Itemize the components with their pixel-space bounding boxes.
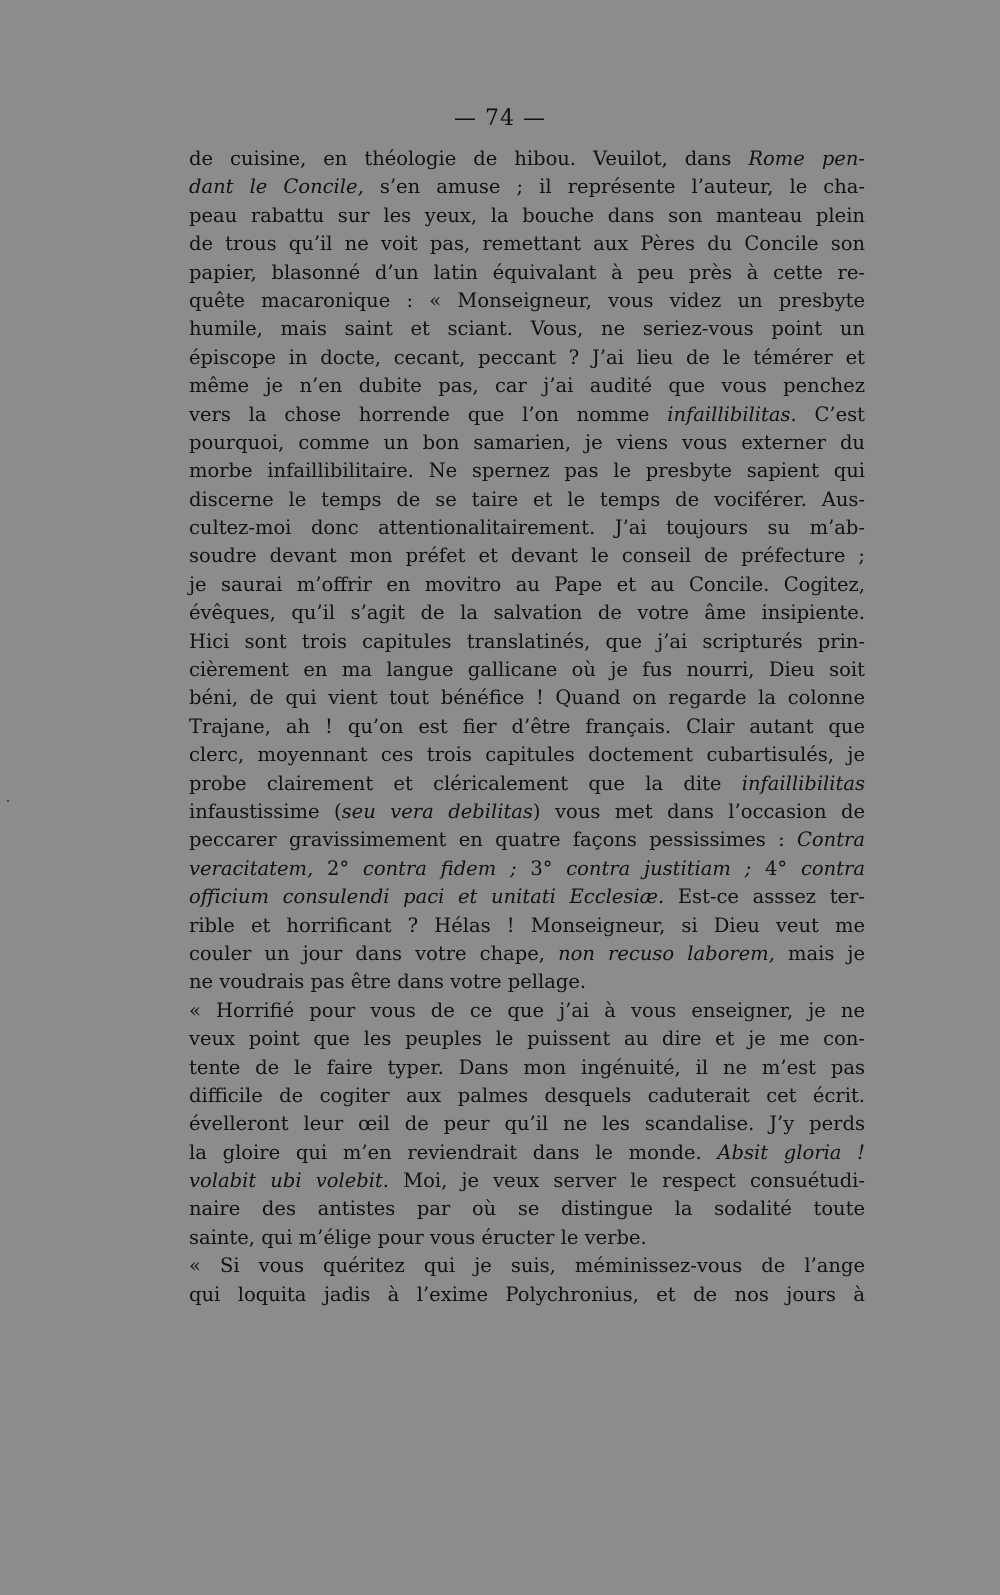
text-line [189,798,865,826]
text-line [189,486,865,514]
text-line [189,259,865,287]
text-line [189,940,865,968]
text-segment: s’en amuse ; il représente l’auteur, le cha- [363,175,866,199]
text-segment: C’est [796,402,865,426]
text-line [189,202,865,230]
text-line [189,656,865,684]
text-segment: Moi, je veux server le respect consuétudi- [389,1169,865,1193]
text-line [189,315,865,343]
text-line [189,1139,865,1167]
text-segment: mais je [774,941,866,965]
text-line [189,457,865,485]
text-segment: humile, mais saint et sciant. Vous, ne seriez-vous point un [189,317,865,341]
text-line [189,997,865,1025]
text-line [189,1054,865,1082]
italic-text: officium consulendi paci et unitati Ecclesiæ. [189,885,665,909]
text-line [189,344,865,372]
margin-speck [7,800,9,802]
text-line [189,1281,865,1309]
italic-text: non recuso laborem, [558,941,775,965]
text-segment: je saurai m’offrir en movitro au Pape et au Concile. Cogitez, [189,572,865,596]
text-segment: évêques, qu’il s’agit de la salvation de votre âme insipiente. [189,601,865,625]
text-segment: qui loquita jadis à l’exime Polychronius, et de nos jours à [189,1282,865,1306]
text-line [189,912,865,940]
text-segment: la gloire qui m’en reviendrait dans le monde. [189,1140,718,1164]
text-segment: veux point que les peuples le puissent au dire et je me con- [189,1027,865,1051]
text-line [189,287,865,315]
text-line [189,741,865,769]
text-segment: ) vous met dans l’occasion de [532,799,865,823]
text-line [189,770,865,798]
body-text [189,145,865,1309]
text-segment: probe clairement et cléricalement que la dite [189,771,742,795]
text-segment: 4° [751,856,801,880]
text-line [189,1082,865,1110]
text-segment: 3° [516,856,567,880]
text-line [189,1195,865,1223]
text-segment: même je n’en dubite pas, car j’ai audité que vous penchez [189,374,865,398]
text-line [189,855,865,883]
text-line [189,514,865,542]
text-segment: Hici sont trois capitules translatinés, que j’ai scripturés prin- [189,629,865,653]
text-segment: Est-ce asssez ter- [664,885,865,909]
italic-text: veracitatem, [189,856,314,880]
italic-text: seu vera debilitas [341,799,533,823]
text-line [189,713,865,741]
text-segment: morbe infaillibilitaire. Ne spernez pas le presbyte sapient qui [189,459,865,483]
italic-text: infaillibilitas. [667,402,797,426]
text-line [189,628,865,656]
italic-text: contra justitiam ; [566,856,752,880]
text-segment: pourquoi, comme un bon samarien, je viens vous externer du [189,430,865,454]
text-segment: 2° [313,856,363,880]
italic-text: Contra [796,828,865,852]
italic-text: contra [800,856,865,880]
text-segment: papier, blasonné d’un latin équivalant à peu près à cette re- [189,260,865,284]
italic-text: contra fidem ; [362,856,517,880]
text-segment: peau rabattu sur les yeux, la bouche dans son manteau plein [189,203,865,227]
italic-text: volabit ubi volebit. [189,1169,390,1193]
text-line [189,968,865,996]
text-segment: infaustissime ( [189,799,342,823]
text-segment: évelleront leur œil de peur qu’il ne les scandalise. J’y perds [189,1112,865,1136]
text-line [189,173,865,201]
text-line [189,1252,865,1280]
text-segment: « Horrifié pour vous de ce que j’ai à vous enseigner, je ne [189,998,865,1022]
text-segment: quête macaronique : « Monseigneur, vous videz un presbyte [189,288,865,312]
text-segment: clerc, moyennant ces trois capitules doctement cubartisulés, je [189,743,865,767]
text-segment: vers la chose horrende que l’on nomme [189,402,668,426]
text-line [189,571,865,599]
page-number: — 74 — [454,106,546,131]
text-segment: couler un jour dans votre chape, [189,941,559,965]
text-line [189,401,865,429]
text-segment: « Si vous quéritez qui je suis, méminissez-vous de l’ange [189,1254,865,1278]
text-segment: de cuisine, en théologie de hibou. Veuilot, dans [189,147,749,170]
text-line [189,1167,865,1195]
text-segment: Trajane, ah ! qu’on est fier d’être français. Clair autant que [189,714,865,738]
text-line [189,684,865,712]
text-segment: de trous qu’il ne voit pas, remettant aux Pères du Concile son [189,232,865,256]
text-segment: ne voudrais pas être dans votre pellage. [189,970,587,994]
text-line [189,372,865,400]
italic-text: Rome pen- [748,147,865,170]
italic-text: infaillibilitas [741,771,865,795]
text-segment: peccarer gravissimement en quatre façons pessissimes : [189,828,797,852]
text-segment: discerne le temps de se taire et le temps de vociférer. Aus- [189,487,865,511]
italic-text: Absit gloria ! [717,1140,865,1164]
text-line [189,1025,865,1053]
text-line [189,883,865,911]
text-line [189,145,865,173]
text-line [189,429,865,457]
text-segment: difficile de cogiter aux palmes desquels caduterait cet écrit. [189,1083,865,1107]
text-segment: sainte, qui m’élige pour vous éructer le verbe. [189,1225,647,1249]
text-segment: naire des antistes par où se distingue la sodalité toute [189,1197,865,1221]
text-line [189,542,865,570]
text-segment: soudre devant mon préfet et devant le conseil de préfecture ; [189,544,865,568]
italic-text: dant le Concile, [189,175,364,199]
text-segment: épiscope in docte, cecant, peccant ? J’ai lieu de le témérer et [189,345,865,369]
text-line [189,599,865,627]
text-line [189,826,865,854]
text-segment: béni, de qui vient tout bénéfice ! Quand on regarde la colonne [189,686,865,710]
text-line [189,230,865,258]
text-segment: cièrement en ma langue gallicane où je fus nourri, Dieu soit [189,658,865,682]
text-line [189,1110,865,1138]
text-segment: tente de le faire typer. Dans mon ingénuité, il ne m’est pas [189,1055,865,1079]
text-segment: rible et horrificant ? Hélas ! Monseigneur, si Dieu veut me [189,913,865,937]
text-segment: cultez-moi donc attentionalitairement. J’ai toujours su m’ab- [189,516,865,540]
text-line [189,1224,865,1252]
